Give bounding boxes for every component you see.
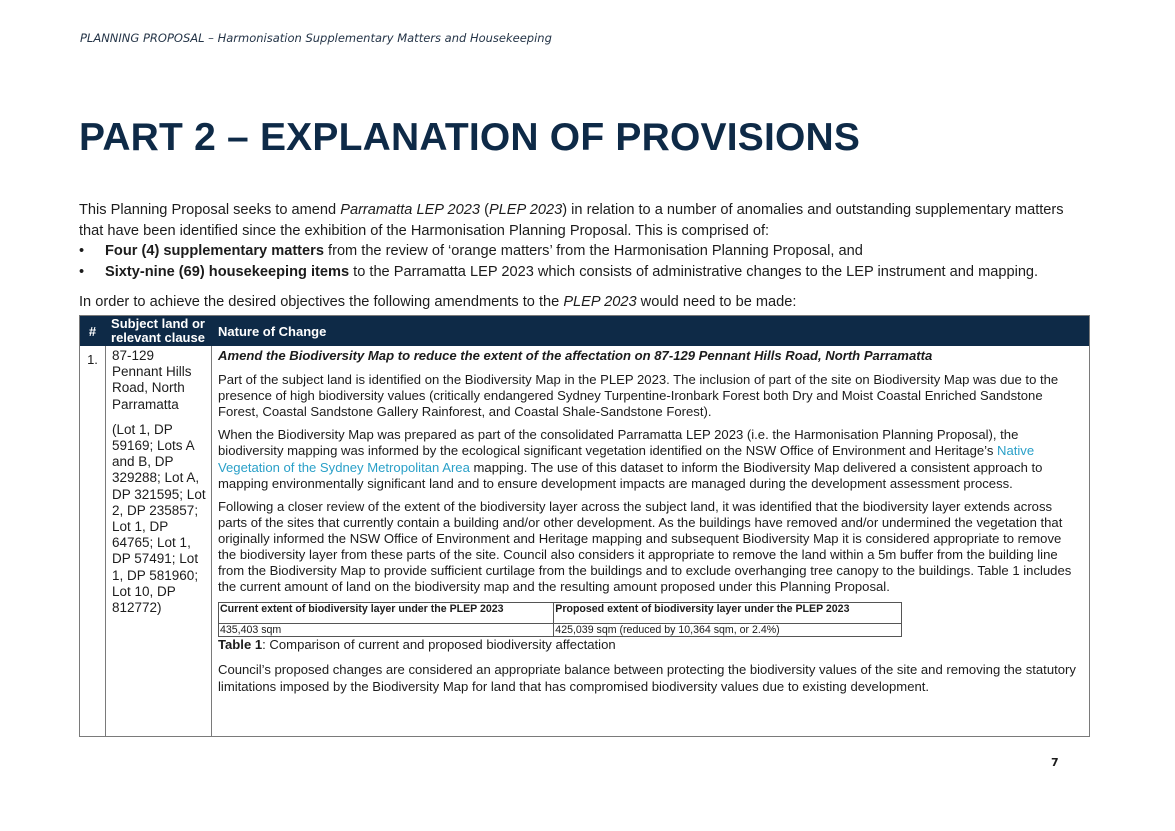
bullet-text: from the review of ‘orange matters’ from the Harmonisation Planning Proposal, and	[323, 243, 863, 259]
nature-cell	[211, 348, 1089, 702]
nature-paragraph: Part of the subject land is identified on the Biodiversity Map in the PLEP 2023. The inclusion of part of the site on Biodiversity Map was due to the presence of high biodiversity values (critically endangered Sydney Turpentine-Ironbark Forest both Dry and Moist Coastal Enriched Sandstone Forest, Coastal Sandstone Gallery Rainforest, and Coastal Shale-Sandstone Forest).	[218, 372, 1059, 420]
plep-abbrev: PLEP 2023	[488, 202, 563, 218]
nature-paragraph: Following a closer review of the extent of the biodiversity layer across the subject land, it was identified that the biodiversity layer extends across parts of the sites that currently contain a building and/or other development. As the buildings have removed and/or undermined the vegetation that originally informed the NSW Office of Environment and Heritage mapping and subsequent Biodiversity Map it is considered appropriate to remove the biodiversity layer from these parts of the site. Council also considers it appropriate to remove the land within a 5m buffer from the building line from the Biodiversity Map to provide sufficient curtilage from the buildings and to exclude overhanging tree canopy to the buildings. Table 1 includes the current amount of land on the biodiversity map and the resulting amount proposed under this Planning Proposal.	[218, 498, 1072, 595]
subject-address: 87-129 Pennant Hills Road, North Parramatta	[112, 348, 192, 412]
running-header: PLANNING PROPOSAL – Harmonisation Supplementary Matters and Housekeeping	[80, 31, 552, 45]
lead-in-paragraph	[79, 292, 1089, 313]
provisions-table	[79, 315, 1090, 737]
bullet-item	[79, 241, 1089, 262]
comparison-header-row	[219, 603, 902, 624]
comparison-value: 425,039 sqm (reduced by 10,364 sqm, or 2.4%)	[554, 624, 902, 637]
nature-text: When the Biodiversity Map was prepared as part of the consolidated Parramatta LEP 2023 (i.e. the Harmonisation Planning Proposal), the biodiversity mapping was informed by the ecological significant vegetation identified on the NSW Office of Environment and Heritage’s	[218, 427, 1019, 459]
intro-text: ) in relation to a number of anomalies and outstanding supplementary matters that have been identified since the exhibition of the Harmonisation Planning Proposal. This is comprised of:	[79, 202, 1064, 239]
intro-bullet-list	[79, 241, 1089, 282]
table-header-row	[80, 316, 1089, 346]
nature-paragraph	[218, 427, 1077, 491]
nature-paragraph: Council’s proposed changes are considered an appropriate balance between protecting the biodiversity values of the site and removing the statutory limitations imposed by the Biodiversity Map for land that has compromised biodiversity values due to existing development.	[218, 662, 1076, 694]
native-vegetation-link[interactable]: Native Vegetation of the Sydney Metropolitan Area	[218, 443, 1035, 475]
header-number: #	[88, 324, 97, 339]
bullet-bold: Four (4) supplementary matters	[105, 243, 324, 259]
subject-cell	[105, 348, 211, 625]
table-row	[80, 346, 1089, 736]
bullet-icon: •	[79, 263, 85, 280]
plep-abbrev: PLEP 2023	[563, 294, 637, 310]
intro-paragraph	[79, 200, 1089, 241]
bullet-icon: •	[79, 243, 85, 259]
page-number: 7	[1051, 756, 1059, 769]
comparison-value: 435,403 sqm	[219, 624, 554, 637]
subject-lots: (Lot 1, DP 59169; Lots A and B, DP 329288; Lot A, DP 321595; Lot 2, DP 235857; Lot 1, DP 64765; Lot 1, DP 57491; Lot 1, DP 581960; Lot 10, DP 812772)	[112, 421, 206, 616]
amendment-heading: Amend the Biodiversity Map to reduce the extent of the affectation on 87-129 Pennant Hills Road, North Parramatta	[218, 348, 933, 363]
bullet-bold: Sixty-nine (69) housekeeping items	[105, 263, 350, 280]
intro-text: This Planning Proposal seeks to amend	[79, 202, 341, 218]
comparison-header: Proposed extent of biodiversity layer under the PLEP 2023	[554, 603, 902, 624]
lead-in-text: In order to achieve the desired objectives the following amendments to the	[79, 294, 564, 310]
biodiversity-comparison-table	[218, 602, 902, 637]
comparison-value-row	[219, 624, 902, 637]
lep-name: Parramatta LEP 2023	[340, 202, 481, 218]
caption-text: : Comparison of current and proposed biodiversity affectation	[262, 637, 616, 653]
table-caption	[218, 637, 1077, 653]
nature-text: mapping. The use of this dataset to inform the Biodiversity Map delivered a consistent approach to mapping environmentally significant land and to ensure development impacts are managed during the development assessment process.	[218, 459, 1043, 491]
header-subject: Subject land or relevant clause	[111, 316, 205, 345]
bullet-text: to the Parramatta LEP 2023 which consists of administrative changes to the LEP instrument and mapping.	[349, 263, 1039, 280]
intro-text: (	[480, 202, 489, 218]
intro-section	[79, 200, 1089, 313]
lead-in-text: would need to be made:	[636, 294, 797, 310]
row-number: 1.	[87, 352, 98, 367]
page-title: PART 2 – EXPLANATION OF PROVISIONS	[79, 116, 861, 159]
caption-label: Table 1	[218, 637, 263, 653]
header-nature: Nature of Change	[218, 324, 327, 339]
comparison-header: Current extent of biodiversity layer under the PLEP 2023	[219, 603, 554, 624]
bullet-item	[79, 262, 1089, 283]
